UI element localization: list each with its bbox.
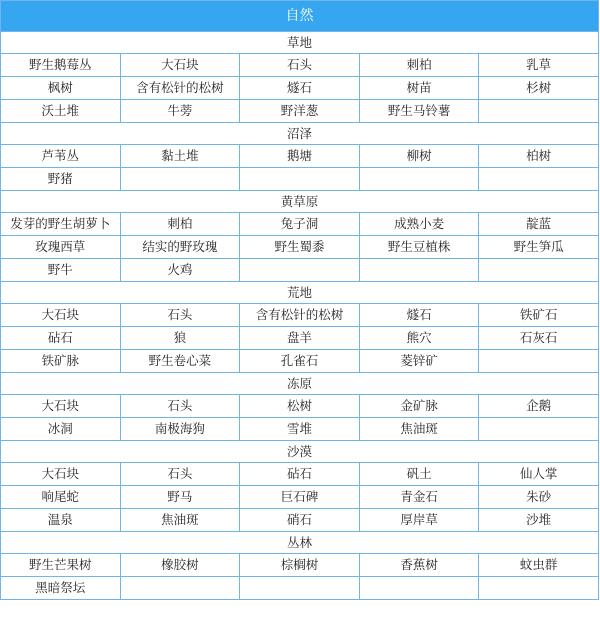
section-header: 沙漠 [1,440,598,462]
table-cell: 铁矿脉 [41,353,80,368]
table-cell: 枫树 [47,80,73,95]
table-cell [359,168,479,190]
table-cell: 野牛 [47,262,73,277]
table-row [1,508,598,531]
table-cell [239,577,359,599]
table-cell: 玫瑰西草 [35,239,86,254]
table-cell: 孔雀石 [239,350,359,372]
table-row [1,553,598,576]
table-cell [120,577,240,599]
table-cell: 香蕉树 [359,554,479,576]
table-cell: 野生马铃薯 [359,100,479,122]
section-header: 草地 [1,31,598,53]
table-cell: 青金石 [359,486,479,508]
table-cell [478,259,598,281]
table-cell: 温泉 [47,512,73,527]
table-cell: 石灰石 [478,327,598,349]
table-cell: 刺柏 [359,54,479,76]
table-cell: 石头 [239,54,359,76]
table-cell: 野生笋瓜 [478,236,598,258]
table-cell: 熊穴 [359,327,479,349]
table-title: 自然 [1,1,598,31]
table-cell: 发芽的野生胡萝卜 [10,216,111,231]
table-cell: 砧石 [239,463,359,485]
table-cell: 橡胶树 [120,554,240,576]
table-cell: 燧石 [239,77,359,99]
table-cell: 朱砂 [478,486,598,508]
table-cell: 含有松针的松树 [120,77,240,99]
table-cell: 厚岸草 [359,509,479,531]
table-cell: 树苗 [359,77,479,99]
table-cell: 巨石碑 [239,486,359,508]
table-cell [478,577,598,599]
table-cell [478,350,598,372]
table-cell: 野洋葱 [239,100,359,122]
table-cell: 石头 [120,304,240,326]
table-cell: 火鸡 [120,259,240,281]
table-cell: 菱锌矿 [359,350,479,372]
table-cell: 野生蜀黍 [239,236,359,258]
table-cell: 沙堆 [478,509,598,531]
table-cell: 石头 [120,463,240,485]
table-cell [478,418,598,440]
table-row [1,76,598,99]
table-cell: 盘羊 [239,327,359,349]
table-cell: 燧石 [359,304,479,326]
table-cell: 蚊虫群 [478,554,598,576]
table-row [1,576,598,599]
table-cell: 兔子洞 [239,213,359,235]
table-row [1,53,598,76]
table-row [1,303,598,326]
table-body [1,31,598,599]
table-cell [239,168,359,190]
table-cell [120,168,240,190]
table-cell: 刺柏 [120,213,240,235]
table-cell: 芦苇丛 [41,148,80,163]
table-cell: 结实的野玫瑰 [120,236,240,258]
table-row [1,394,598,417]
table-cell: 沃土堆 [41,103,80,118]
table-cell: 铁矿石 [478,304,598,326]
table-cell: 焦油斑 [359,418,479,440]
table-cell: 柏树 [478,145,598,167]
table-row [1,326,598,349]
table-cell [359,577,479,599]
table-cell: 砧石 [47,330,73,345]
table-cell: 狼 [120,327,240,349]
table-cell: 野马 [120,486,240,508]
table-cell: 松树 [239,395,359,417]
table-cell: 含有松针的松树 [239,304,359,326]
table-row [1,212,598,235]
table-cell: 野生卷心菜 [120,350,240,372]
table-cell: 野生豆植株 [359,236,479,258]
table-cell: 成熟小麦 [359,213,479,235]
table-row [1,99,598,122]
table-cell: 冰洞 [47,421,73,436]
table-row [1,417,598,440]
section-header: 黄草原 [1,190,598,212]
table-cell: 杉树 [478,77,598,99]
table-cell: 黏土堆 [120,145,240,167]
table-row [1,144,598,167]
table-row [1,167,598,190]
table-cell: 乳草 [478,54,598,76]
table-row [1,349,598,372]
table-cell: 棕榈树 [239,554,359,576]
section-header: 荒地 [1,281,598,303]
section-header: 沼泽 [1,122,598,144]
table-cell: 硝石 [239,509,359,531]
table-cell: 野猪 [47,171,73,186]
table-cell: 大石块 [41,307,80,322]
table-cell: 黑暗祭坛 [35,580,86,595]
table-cell: 野生芒果树 [29,557,92,572]
table-cell [239,259,359,281]
table-row [1,485,598,508]
table-cell: 牛蒡 [120,100,240,122]
table-cell: 石头 [120,395,240,417]
table-cell: 焦油斑 [120,509,240,531]
table-cell: 靛蓝 [478,213,598,235]
table-row [1,462,598,485]
table-row [1,235,598,258]
table-cell [478,100,598,122]
section-header: 丛林 [1,531,598,553]
section-header: 冻原 [1,372,598,394]
table-cell [478,168,598,190]
table-cell: 大石块 [41,398,80,413]
table-cell: 雪堆 [239,418,359,440]
table-cell: 金矿脉 [359,395,479,417]
table-cell: 大石块 [41,466,80,481]
table-cell: 企鹅 [478,395,598,417]
table-cell: 响尾蛇 [41,489,80,504]
table-cell [359,259,479,281]
table-cell: 柳树 [359,145,479,167]
table-cell: 野生鹅莓丛 [29,57,92,72]
table-cell: 鹅塘 [239,145,359,167]
table-cell: 南极海狗 [120,418,240,440]
table-cell: 矾土 [359,463,479,485]
table-cell: 仙人掌 [478,463,598,485]
table-cell: 大石块 [120,54,240,76]
table-row [1,258,598,281]
